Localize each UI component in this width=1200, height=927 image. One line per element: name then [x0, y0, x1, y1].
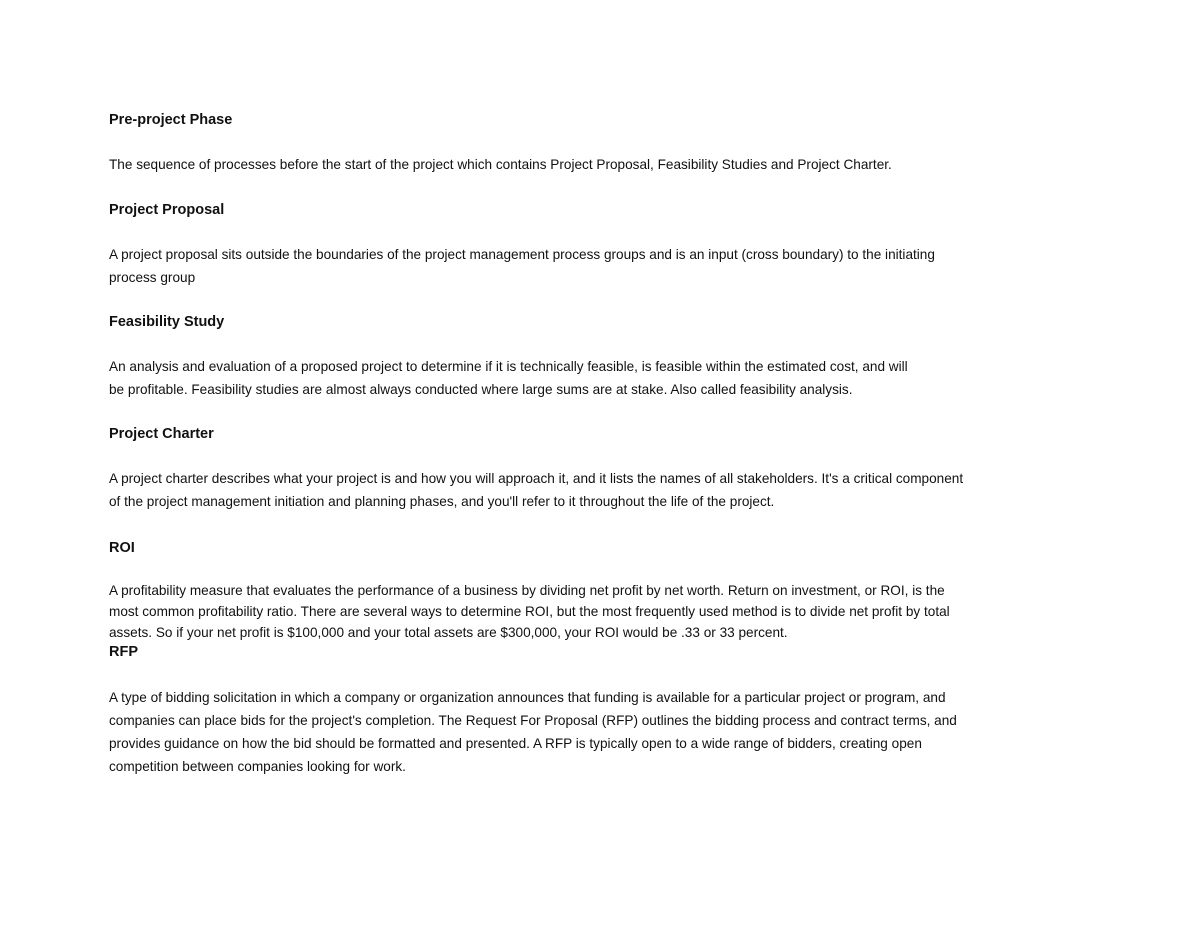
text-line: An analysis and evaluation of a proposed project to determine if it is technically feasible, is feasible within the estimated cost, and will: [109, 359, 908, 374]
paragraph-rfp: [109, 686, 1089, 778]
heading-project-charter: Project Charter: [109, 426, 214, 442]
heading-project-proposal: Project Proposal: [109, 202, 225, 218]
paragraph-project-proposal: [109, 243, 1089, 289]
text-line: process group: [109, 270, 196, 285]
text-line: competition between companies looking for work.: [109, 759, 406, 774]
text-line: provides guidance on how the bid should be formatted and presented. A RFP is typically open to a wide range of bidders, creating open: [109, 736, 922, 751]
paragraph-roi: [109, 580, 1089, 643]
heading-pre-project-phase: Pre-project Phase: [109, 112, 233, 128]
text-line: most common profitability ratio. There are several ways to determine ROI, but the most frequently used method is to divide net profit by total: [109, 604, 950, 619]
text-line: A project proposal sits outside the boundaries of the project management process groups and is an input (cross boundary) to the initiating: [109, 247, 935, 262]
text-line: of the project management initiation and planning phases, and you'll refer to it throughout the life of the project.: [109, 494, 775, 509]
paragraph-pre-project-phase: [109, 153, 1089, 176]
text-line: A profitability measure that evaluates the performance of a business by dividing net profit by net worth. Return on investment, or ROI, is the: [109, 583, 945, 598]
paragraph-project-charter: [109, 467, 1089, 513]
heading-rfp: RFP: [109, 644, 138, 660]
heading-feasibility-study: Feasibility Study: [109, 314, 225, 330]
text-line: A project charter describes what your project is and how you will approach it, and it lists the names of all stakeholders. It's a critical component: [109, 471, 964, 486]
heading-roi: ROI: [109, 540, 135, 556]
text-line: companies can place bids for the project's completion. The Request For Proposal (RFP) outlines the bidding process and contract terms, and: [109, 713, 957, 728]
text-line: The sequence of processes before the start of the project which contains Project Proposal, Feasibility Studies and Project Charter.: [109, 157, 892, 172]
paragraph-feasibility-study: [109, 355, 1089, 401]
text-line: be profitable. Feasibility studies are almost always conducted where large sums are at stake. Also called feasibility analysis.: [109, 382, 853, 397]
text-line: assets. So if your net profit is $100,000 and your total assets are $300,000, your ROI would be .33 or 33 percent.: [109, 625, 788, 640]
text-line: A type of bidding solicitation in which a company or organization announces that funding is available for a particular project or program, and: [109, 690, 946, 705]
